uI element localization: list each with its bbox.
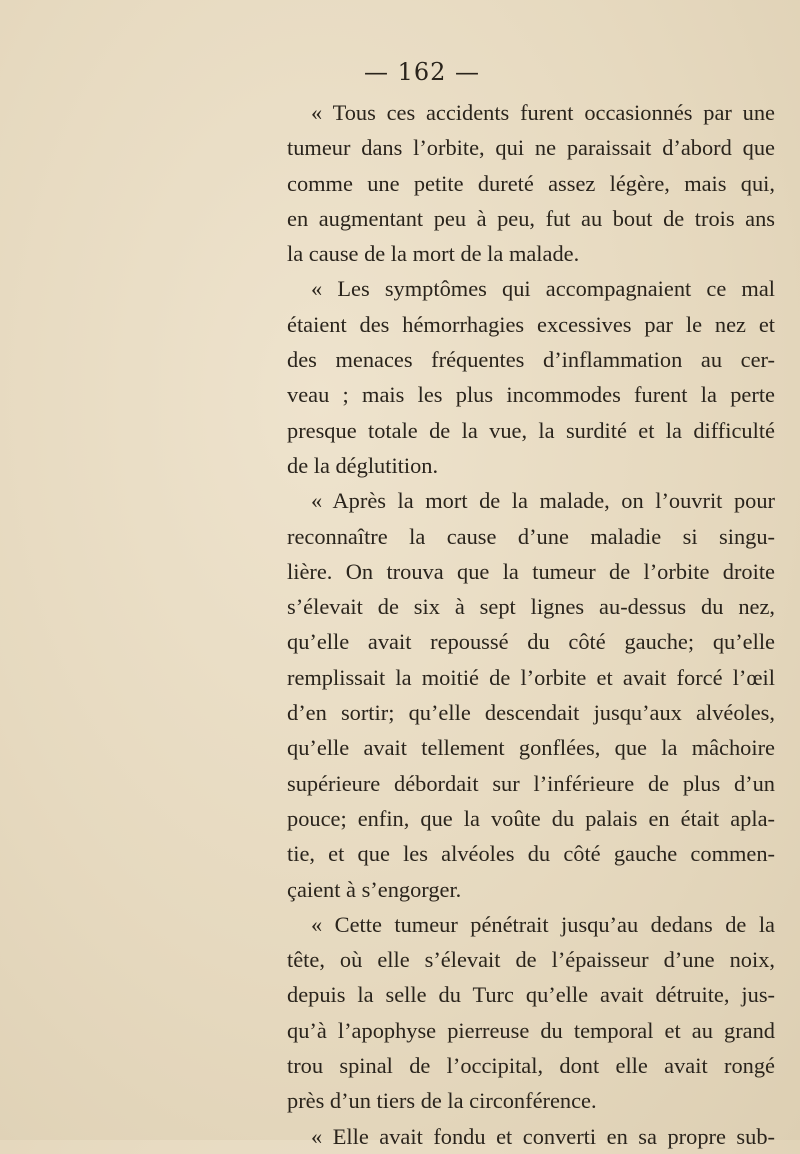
- text-line: presque totale de la vue, la surdité et la difficulté: [287, 417, 775, 443]
- text-line: s’élevait de six à sept lignes au-dessus du nez,: [287, 594, 775, 620]
- text-line: remplissait la moitié de l’orbite et avait forcé l’œil: [287, 664, 775, 690]
- page-number: — 162 —: [363, 58, 481, 86]
- text-line: trou spinal de l’occipital, dont elle avait rongé: [287, 1053, 775, 1079]
- text-line: qu’elle avait repoussé du côté gauche; qu’elle: [287, 629, 775, 655]
- text-line: « Après la mort de la malade, on l’ouvrit pour: [311, 488, 775, 514]
- text-line: « Tous ces accidents furent occasionnés par une: [311, 100, 775, 125]
- text-line: qu’elle avait tellement gonflées, que la mâchoire: [287, 735, 775, 761]
- text-line: en augmentant peu à peu, fut au bout de trois ans: [287, 205, 775, 231]
- text-line: depuis la selle du Turc qu’elle avait détruite, jus-: [287, 982, 775, 1008]
- text-line: « Cette tumeur pénétrait jusqu’au dedans de la: [311, 911, 775, 937]
- text-line: d’en sortir; qu’elle descendait jusqu’aux alvéoles,: [287, 700, 775, 726]
- text-line: près d’un tiers de la circonférence.: [287, 1088, 597, 1114]
- text-line: étaient des hémorrhagies excessives par le nez et: [287, 311, 775, 337]
- text-line: supérieure débordait sur l’inférieure de plus d’un: [287, 770, 775, 796]
- text-line: « Les symptômes qui accompagnaient ce mal: [311, 276, 775, 302]
- text-line: veau ; mais les plus incommodes furent la perte: [287, 382, 775, 408]
- text-line: comme une petite dureté assez légère, mais qui,: [287, 170, 775, 196]
- text-line: reconnaître la cause d’une maladie si singu-: [287, 523, 775, 549]
- text-line: tête, où elle s’élevait de l’épaisseur d’une noix,: [287, 947, 775, 973]
- text-line: « Elle avait fondu et converti en sa propre sub-: [311, 1123, 775, 1149]
- text-line: tumeur dans l’orbite, qui ne paraissait d’abord que: [287, 135, 775, 161]
- text-line: tie, et que les alvéoles du côté gauche commen-: [287, 841, 775, 867]
- text-line: çaient à s’engorger.: [287, 876, 462, 902]
- text-line: de la déglutition.: [287, 452, 439, 478]
- text-line: la cause de la mort de la malade.: [287, 241, 580, 267]
- body-text: [287, 95, 775, 1154]
- text-line: pouce; enfin, que la voûte du palais en était apla-: [287, 805, 775, 831]
- text-line: qu’à l’apophyse pierreuse du temporal et au grand: [287, 1017, 775, 1043]
- text-line: lière. On trouva que la tumeur de l’orbite droite: [287, 558, 775, 584]
- text-line: des menaces fréquentes d’inflammation au cer-: [287, 347, 775, 373]
